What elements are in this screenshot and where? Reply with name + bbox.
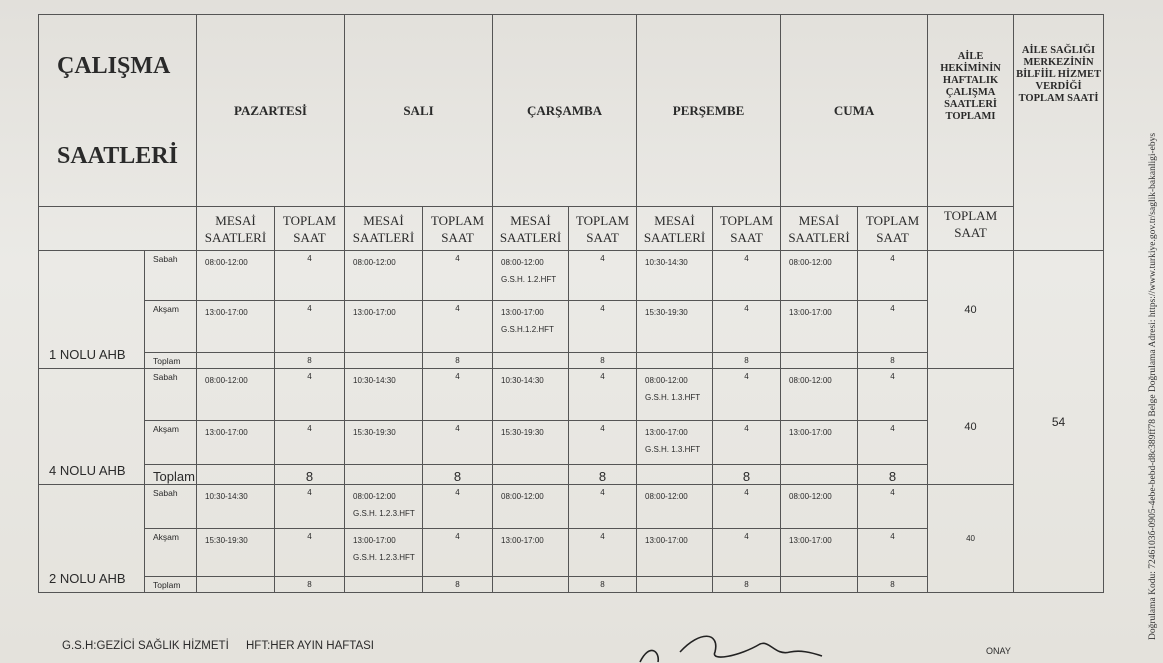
hours-cell: 8 [569, 465, 637, 485]
day-header-monday: PAZARTESİ [197, 15, 345, 207]
mesai-cell [197, 251, 275, 301]
mesai-cell [781, 465, 858, 485]
mesai-cell [345, 353, 423, 369]
sub-header-mesai: MESAİ SAATLERİ [493, 207, 569, 251]
hours-cell: 4 [858, 485, 928, 529]
hours-cell: 4 [713, 485, 781, 529]
hours-cell: 4 [713, 421, 781, 465]
mesai-cell [781, 369, 858, 421]
mesai-cell [781, 353, 858, 369]
unit-name: 4 NOLU AHB [39, 369, 145, 485]
time-range: 13:00-17:00 [789, 308, 832, 317]
hours-cell: 8 [275, 465, 345, 485]
mesai-cell [637, 369, 713, 421]
mesai-cell [493, 485, 569, 529]
title-line-1: ÇALIŞMA [57, 52, 171, 79]
time-range: 15:30-19:30 [501, 428, 544, 437]
mesai-cell [493, 301, 569, 353]
time-range: 08:00-12:00 [645, 376, 688, 385]
hours-cell: 4 [858, 251, 928, 301]
time-range: 15:30-19:30 [353, 428, 396, 437]
time-range: 08:00-12:00 [789, 492, 832, 501]
table-title [39, 15, 197, 207]
sub-header-toplam: TOPLAM SAAT [569, 207, 637, 251]
mesai-cell [345, 421, 423, 465]
day-header-wednesday: ÇARŞAMBA [493, 15, 637, 207]
slot-label: Toplam [145, 353, 197, 369]
mesai-cell [637, 529, 713, 577]
mesai-cell [493, 577, 569, 593]
mesai-cell [197, 465, 275, 485]
mesai-cell [637, 485, 713, 529]
unit-name: 1 NOLU AHB [39, 251, 145, 369]
title-line-2: SAATLERİ [57, 142, 178, 169]
mesai-cell [781, 485, 858, 529]
working-hours-table [38, 14, 1104, 593]
slot-label: Akşam [145, 301, 197, 353]
footer-legend [62, 640, 388, 652]
weekly-total-cell: 40 [928, 251, 1014, 369]
hours-cell: 4 [423, 421, 493, 465]
hours-cell: 4 [569, 301, 637, 353]
hours-cell: 4 [423, 485, 493, 529]
signature-icon [600, 622, 860, 663]
sub-header-toplam: TOPLAM SAAT [858, 207, 928, 251]
time-range: 08:00-12:00 [789, 258, 832, 267]
mesai-cell [781, 301, 858, 353]
hours-cell: 4 [275, 421, 345, 465]
hours-cell: 4 [275, 301, 345, 353]
schedule-body [39, 251, 1104, 593]
hours-cell: 8 [858, 353, 928, 369]
mesai-cell [493, 353, 569, 369]
hours-cell: 4 [569, 369, 637, 421]
time-range: 13:00-17:00 [501, 308, 544, 317]
hours-cell: 4 [569, 251, 637, 301]
mesai-cell [781, 529, 858, 577]
mesai-cell [637, 251, 713, 301]
hours-cell: 4 [423, 529, 493, 577]
hours-cell: 4 [423, 369, 493, 421]
gsh-note: G.S.H. 1.3.HFT [645, 393, 701, 402]
empty-corner [39, 207, 197, 251]
hours-cell: 4 [275, 529, 345, 577]
gsh-note: G.S.H. 1.2.3.HFT [353, 553, 415, 562]
time-range: 08:00-12:00 [205, 258, 248, 267]
hours-cell: 4 [275, 485, 345, 529]
sub-header-toplam: TOPLAM SAAT [423, 207, 493, 251]
mesai-cell [197, 577, 275, 593]
time-range: 10:30-14:30 [645, 258, 688, 267]
mesai-cell [197, 485, 275, 529]
hours-cell: 4 [423, 251, 493, 301]
time-range: 15:30-19:30 [205, 536, 248, 545]
legend-hft: HFT:HER AYIN HAFTASI [245, 640, 374, 652]
hours-cell: 4 [858, 529, 928, 577]
mesai-cell [197, 421, 275, 465]
verification-side-text [1148, 30, 1160, 650]
slot-label: Toplam [145, 465, 197, 485]
mesai-cell [637, 577, 713, 593]
hours-cell: 8 [858, 465, 928, 485]
day-header-friday: CUMA [781, 15, 928, 207]
hours-cell: 8 [858, 577, 928, 593]
slot-label: Toplam [145, 577, 197, 593]
time-range: 08:00-12:00 [501, 258, 544, 267]
hours-cell: 8 [713, 577, 781, 593]
hours-cell: 4 [275, 369, 345, 421]
hours-cell: 8 [423, 465, 493, 485]
hours-cell: 4 [569, 421, 637, 465]
hours-cell: 4 [713, 251, 781, 301]
sub-header-toplam: TOPLAM SAAT [713, 207, 781, 251]
mesai-cell [197, 369, 275, 421]
time-range: 08:00-12:00 [645, 492, 688, 501]
mesai-cell [345, 577, 423, 593]
hours-cell: 8 [713, 465, 781, 485]
slot-label: Akşam [145, 421, 197, 465]
time-range: 15:30-19:30 [645, 308, 688, 317]
hours-cell: 4 [713, 369, 781, 421]
hours-cell: 4 [713, 529, 781, 577]
mesai-cell [637, 301, 713, 353]
hours-cell: 4 [858, 301, 928, 353]
hours-cell: 4 [713, 301, 781, 353]
time-range: 13:00-17:00 [789, 536, 832, 545]
hours-cell: 8 [713, 353, 781, 369]
slot-label: Akşam [145, 529, 197, 577]
mesai-cell [781, 421, 858, 465]
hours-cell: 8 [275, 577, 345, 593]
time-range: 08:00-12:00 [789, 376, 832, 385]
slot-label: Sabah [145, 369, 197, 421]
center-total-header: AİLE SAĞLIĞI MERKEZİNİN BİLFİİL HİZMET VERDİĞİ TOPLAM SAATİ [1014, 15, 1104, 251]
weekly-sub-header: TOPLAM SAAT [928, 207, 1014, 251]
time-range: 13:00-17:00 [353, 536, 396, 545]
time-range: 13:00-17:00 [645, 428, 688, 437]
mesai-cell [345, 369, 423, 421]
gsh-note: G.S.H. 1.2.HFT [501, 275, 557, 284]
hours-cell: 8 [275, 353, 345, 369]
gsh-note: G.S.H.1.2.HFT [501, 325, 554, 334]
time-range: 08:00-12:00 [205, 376, 248, 385]
sub-header-mesai: MESAİ SAATLERİ [781, 207, 858, 251]
sub-header-toplam: TOPLAM SAAT [275, 207, 345, 251]
sub-header-row [39, 207, 1104, 251]
table-row [39, 251, 1104, 301]
mesai-cell [345, 485, 423, 529]
sub-header-mesai: MESAİ SAATLERİ [637, 207, 713, 251]
mesai-cell [197, 353, 275, 369]
time-range: 10:30-14:30 [353, 376, 396, 385]
hours-cell: 4 [569, 529, 637, 577]
mesai-cell [637, 465, 713, 485]
mesai-cell [493, 369, 569, 421]
day-header-thursday: PERŞEMBE [637, 15, 781, 207]
verification-text: Doğrulama Kodu: 7246103б-0905-4ebe-bebd-d8c389ff78 Belge Doğrulama Adresi: https://www.turkiye.gov.tr/saglik-bakanligi-ebys [1148, 132, 1158, 640]
mesai-cell [493, 465, 569, 485]
time-range: 13:00-17:00 [501, 536, 544, 545]
hours-cell: 4 [858, 421, 928, 465]
gsh-note: G.S.H. 1.3.HFT [645, 445, 701, 454]
day-header-tuesday: SALI [345, 15, 493, 207]
slot-label: Sabah [145, 485, 197, 529]
time-range: 13:00-17:00 [205, 308, 248, 317]
hours-cell: 8 [423, 577, 493, 593]
time-range: 13:00-17:00 [789, 428, 832, 437]
hours-cell: 4 [858, 369, 928, 421]
mesai-cell [781, 577, 858, 593]
mesai-cell [493, 421, 569, 465]
table-row [39, 485, 1104, 529]
mesai-cell [345, 301, 423, 353]
mesai-cell [345, 465, 423, 485]
hours-cell: 8 [569, 577, 637, 593]
hours-cell: 4 [569, 485, 637, 529]
mesai-cell [637, 421, 713, 465]
hours-cell: 8 [569, 353, 637, 369]
time-range: 08:00-12:00 [353, 258, 396, 267]
legend-gsh: G.S.H:GEZİCİ SAĞLIK HİZMETİ [62, 640, 229, 652]
hours-cell: 4 [423, 301, 493, 353]
mesai-cell [493, 529, 569, 577]
mesai-cell [493, 251, 569, 301]
time-range: 13:00-17:00 [353, 308, 396, 317]
mesai-cell [197, 301, 275, 353]
time-range: 10:30-14:30 [501, 376, 544, 385]
sub-header-mesai: MESAİ SAATLERİ [345, 207, 423, 251]
hours-cell: 8 [423, 353, 493, 369]
mesai-cell [637, 353, 713, 369]
time-range: 13:00-17:00 [645, 536, 688, 545]
time-range: 08:00-12:00 [501, 492, 544, 501]
time-range: 13:00-17:00 [205, 428, 248, 437]
time-range: 08:00-12:00 [353, 492, 396, 501]
slot-label: Sabah [145, 251, 197, 301]
weekly-total-cell: 40 [928, 485, 1014, 593]
weekly-total-header: AİLE HEKİMİNİN HAFTALIK ÇALIŞMA SAATLERİ TOPLAMI [928, 15, 1014, 207]
gsh-note: G.S.H. 1.2.3.HFT [353, 509, 415, 518]
weekly-total-cell: 40 [928, 369, 1014, 485]
table-row [39, 369, 1104, 421]
mesai-cell [197, 529, 275, 577]
center-total-cell: 54 [1014, 251, 1104, 593]
unit-name: 2 NOLU AHB [39, 485, 145, 593]
onay-label: ONAY [986, 646, 1011, 656]
mesai-cell [781, 251, 858, 301]
sub-header-mesai: MESAİ SAATLERİ [197, 207, 275, 251]
mesai-cell [345, 529, 423, 577]
mesai-cell [345, 251, 423, 301]
hours-cell: 4 [275, 251, 345, 301]
time-range: 10:30-14:30 [205, 492, 248, 501]
